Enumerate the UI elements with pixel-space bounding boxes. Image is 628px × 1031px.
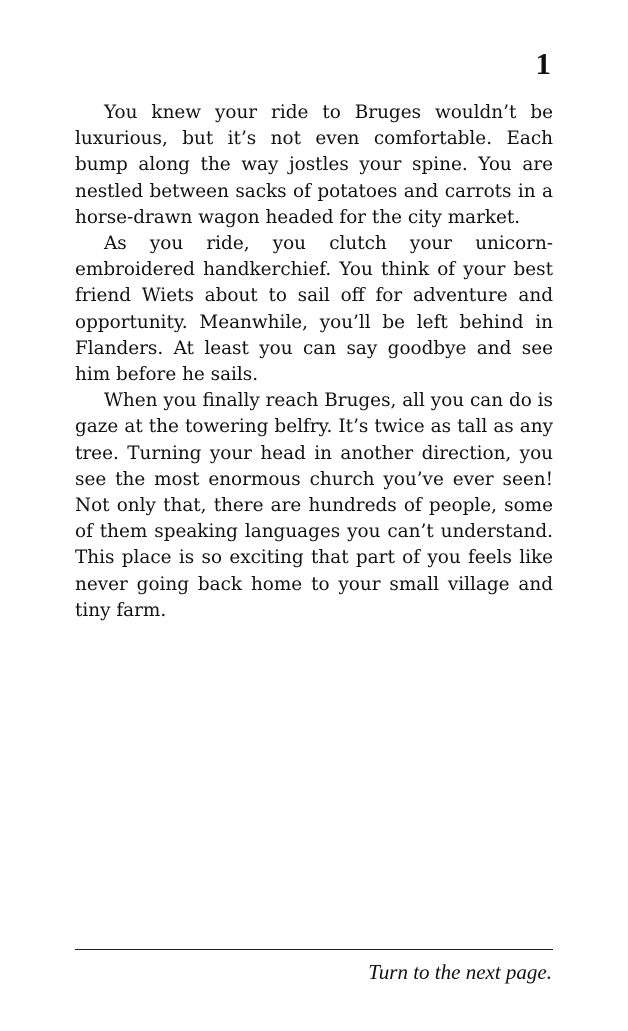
- paragraph-3: When you finally reach Bruges, all you can do is gaze at the towering belfry. It’s twice as tall as any tree. Turning your head in another direction, you see the most enormous church you’ve ever seen! Not only that, there are hundreds of people, some of them speaking languages you can’t understand. This place is so exciting that part of you feels like never going back home to your small village and tiny farm.: [75, 390, 553, 621]
- paragraph-1: You knew your ride to Bruges wouldn’t be luxurious, but it’s not even comfortable. Each bump along the way jostles your spine. You are nestled between sacks of potatoes and carrots in a horse-drawn wagon headed for the city market.: [75, 102, 553, 228]
- story-text: [75, 100, 553, 624]
- turn-page-note: Turn to the next page.: [368, 960, 552, 984]
- footer-divider: [75, 949, 553, 950]
- paragraph-2: As you ride, you clutch your unicorn-embroidered handkerchief. You think of your best friend Wiets about to sail off for adventure and opportunity. Meanwhile, you’ll be left behind in Flanders. At least you can say goodbye and see him before he sails.: [75, 233, 553, 386]
- page-number: 1: [535, 46, 551, 81]
